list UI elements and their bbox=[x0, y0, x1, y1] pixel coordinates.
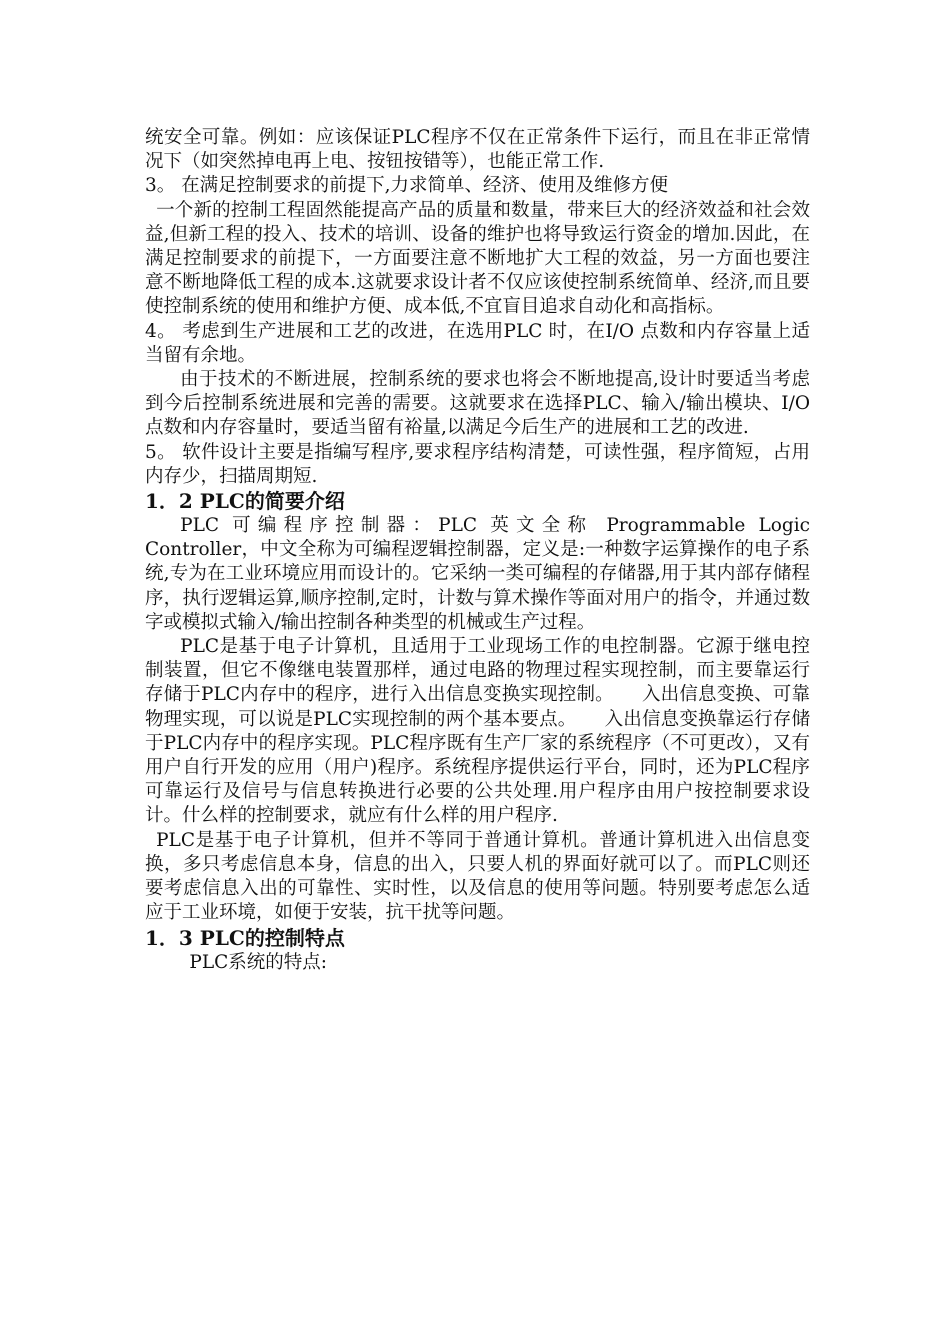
paragraph-plc-basis: PLC是基于电子计算机，且适用于工业现场工作的电控制器。它源于继电控制装置，但它不像继电装置那样，通过电路的物理过程实现控制，而主要靠运行存储于PLC内存中的程序，进行入出信息变换实现控制。 入出信息变换、可靠物理实现，可以说是PLC实现控制的两个基本要点。 入出信息变换靠运行存储于PLC内存中的程序实现。PLC程序既有生产厂家的系统程序（不可更改），又有用户自行开发的应用（用户)程序。系统程序提供运行平台，同时，还为PLC程序可靠运行及信号与信息转换进行必要的公共处理.用户程序由用户按控制要求设计。什么样的控制要求，就应有什么样的用户程序. bbox=[145, 636, 810, 827]
paragraph-safety-continuation: 统安全可靠。例如：应该保证PLC程序不仅在正常条件下运行，而且在非正常情况下（如突然掉电再上电、按钮按错等），也能正常工作. bbox=[145, 127, 810, 173]
paragraph-plc-definition: PLC 可编程序控制器：PLC 英文全称 Programmable Logic Controller，中文全称为可编程逻辑控制器，定义是:一种数字运算操作的电子系统,专为在工业环境应用而设计的。它采纳一类可编程的存储器,用于其内部存储程序，执行逻辑运算,顺序控制,定时，计数与算术操作等面对用户的指令，并通过数字或模拟式输入/输出控制各种类型的机械或生产过程。 bbox=[145, 515, 810, 633]
section-heading-1-3: 1．3 PLC的控制特点 bbox=[145, 925, 345, 950]
paragraph-reserve-capacity: 由于技术的不断进展，控制系统的要求也将会不断地提高,设计时要适当考虑到今后控制系统进展和完善的需要。这就要求在选择PLC、输入/输出模块、I/O 点数和内存容量时，要适当留有裕量,以满足今后生产的进展和工艺的改进. bbox=[145, 369, 810, 439]
paragraph-plc-vs-computer: PLC是基于电子计算机，但并不等同于普通计算机。普通计算机进入出信息变换，多只考虑信息本身，信息的出入，只要人机的界面好就可以了。而PLC则还要考虑信息入出的可靠性、实时性，以及信息的使用等问题。特别要考虑怎么适应于工业环境，如便于安装，抗干扰等问题。 bbox=[145, 829, 810, 924]
paragraph-plc-features: PLC系统的特点: bbox=[189, 951, 328, 973]
list-item-3: 3。 在满足控制要求的前提下,力求简单、经济、使用及维修方便 bbox=[145, 175, 669, 197]
list-item-5: 5。 软件设计主要是指编写程序,要求程序结构清楚，可读性强，程序简短，占用内存少，扫描周期短. bbox=[145, 441, 810, 487]
list-item-4: 4。 考虑到生产进展和工艺的改进，在选用PLC 时，在I/O 点数和内存容量上适当留有余地。 bbox=[145, 320, 810, 366]
paragraph-economy: 一个新的控制工程固然能提高产品的质量和数量，带来巨大的经济效益和社会效益,但新工程的投入、技术的培训、设备的维护也将导致运行资金的增加.因此，在满足控制要求的前提下，一方面要注意不断地扩大工程的效益，另一方面也要注意不断地降低工程的成本.这就要求设计者不仅应该使控制系统简单、经济,而且要使控制系统的使用和维护方便、成本低,不宜盲目追求自动化和高指标。 bbox=[145, 199, 810, 318]
section-heading-1-2: 1．2 PLC的简要介绍 bbox=[145, 489, 345, 514]
document-page bbox=[145, 126, 810, 975]
